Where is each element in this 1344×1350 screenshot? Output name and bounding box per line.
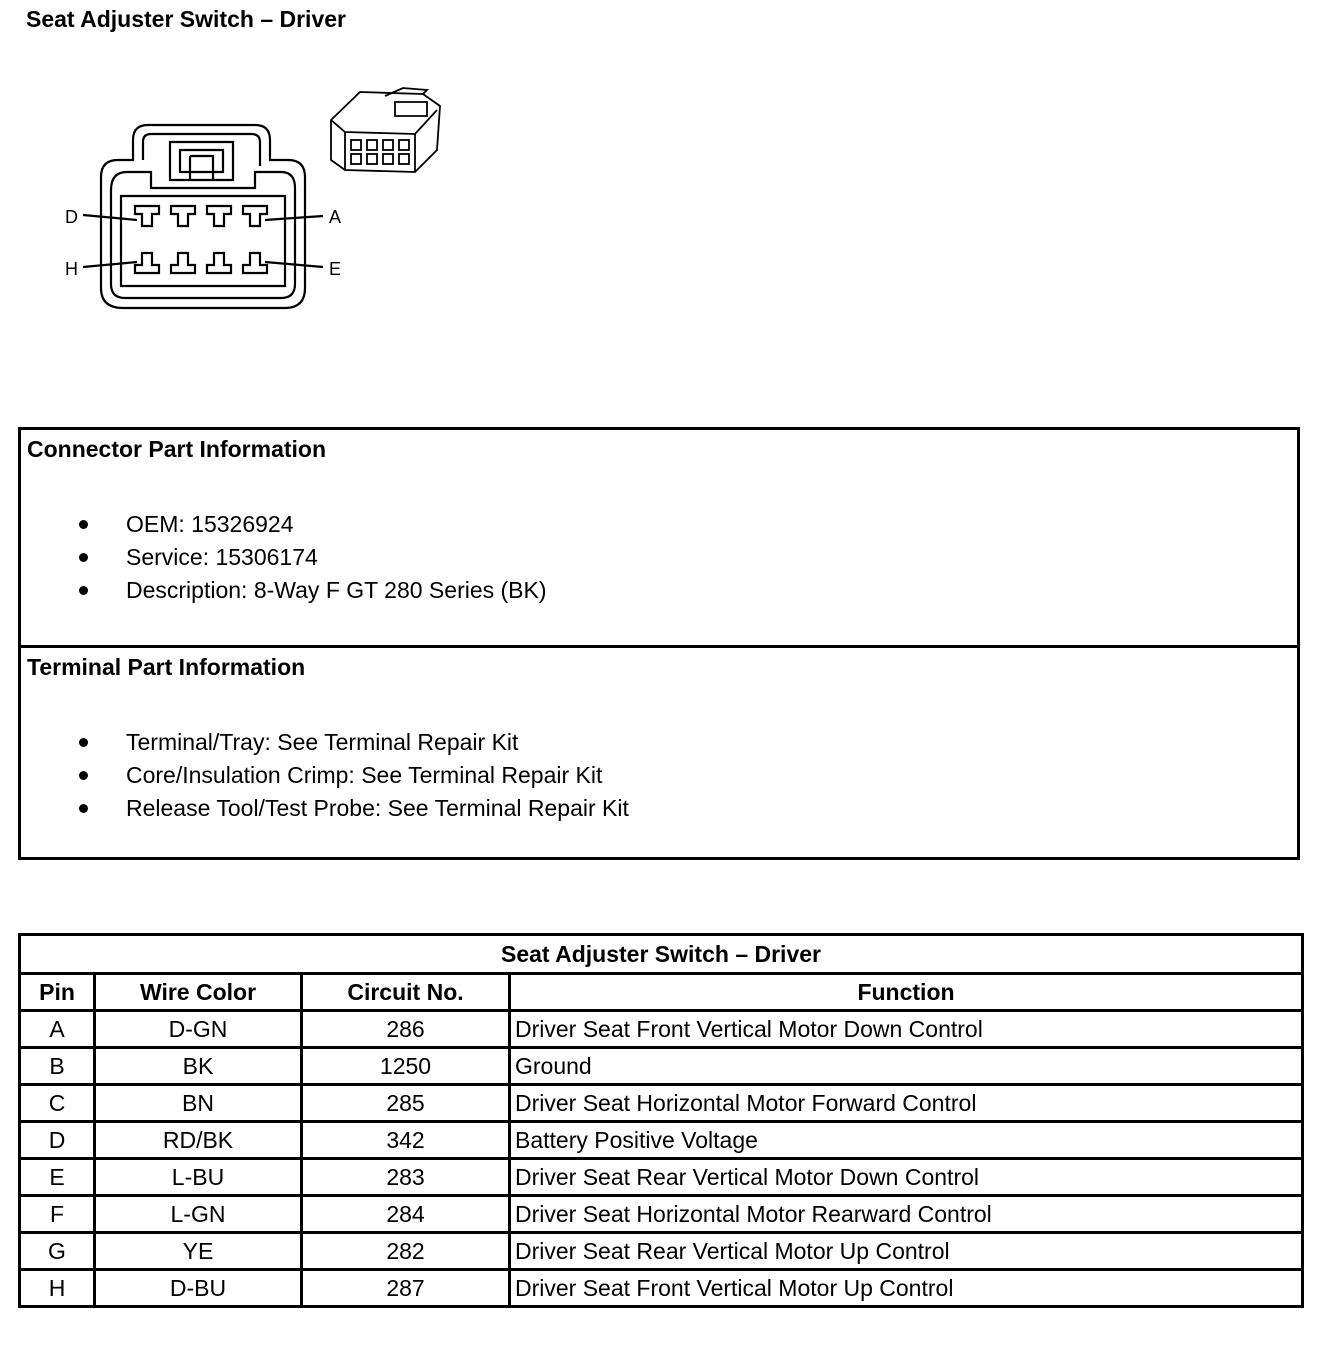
cell-function: Driver Seat Horizontal Motor Forward Control (510, 1085, 1303, 1122)
cell-circuit: 286 (302, 1011, 510, 1048)
part-info-box (18, 427, 1300, 860)
cell-circuit: 284 (302, 1196, 510, 1233)
list-item: Terminal/Tray: See Terminal Repair Kit (21, 726, 629, 759)
cell-pin: C (20, 1085, 95, 1122)
table-row (20, 1159, 1303, 1196)
cell-wire-color: D-GN (95, 1011, 302, 1048)
cell-wire-color: D-BU (95, 1270, 302, 1307)
table-row (20, 1233, 1303, 1270)
table-row (20, 1122, 1303, 1159)
terminal-row-bottom (135, 253, 267, 273)
pin-label-a: A (329, 207, 342, 227)
connector-diagram (55, 80, 455, 320)
connector-info-section (21, 430, 1297, 648)
cell-function: Driver Seat Horizontal Motor Rearward Control (510, 1196, 1303, 1233)
cell-function: Driver Seat Front Vertical Motor Down Control (510, 1011, 1303, 1048)
cell-wire-color: RD/BK (95, 1122, 302, 1159)
cell-circuit: 287 (302, 1270, 510, 1307)
table-row (20, 1085, 1303, 1122)
cell-pin: E (20, 1159, 95, 1196)
cell-pin: A (20, 1011, 95, 1048)
cell-circuit: 283 (302, 1159, 510, 1196)
cell-wire-color: YE (95, 1233, 302, 1270)
cell-function: Driver Seat Front Vertical Motor Up Control (510, 1270, 1303, 1307)
connector-body (101, 125, 305, 308)
pin-label-e: E (329, 259, 342, 279)
list-item: Service: 15306174 (21, 541, 547, 574)
bullet-icon (79, 586, 88, 595)
cell-pin: D (20, 1122, 95, 1159)
cell-function: Driver Seat Rear Vertical Motor Up Control (510, 1233, 1303, 1270)
cell-wire-color: BK (95, 1048, 302, 1085)
bullet-icon (79, 553, 88, 562)
table-header-row (20, 974, 1303, 1011)
cell-pin: F (20, 1196, 95, 1233)
cell-wire-color: L-BU (95, 1159, 302, 1196)
cell-circuit: 1250 (302, 1048, 510, 1085)
cell-pin: B (20, 1048, 95, 1085)
cell-function: Ground (510, 1048, 1303, 1085)
connector-info-list (21, 508, 547, 607)
cell-function: Battery Positive Voltage (510, 1122, 1303, 1159)
bullet-icon (79, 738, 88, 747)
header-circuit-no: Circuit No. (302, 974, 510, 1011)
bullet-icon (79, 804, 88, 813)
bullet-icon (79, 520, 88, 529)
bullet-icon (79, 771, 88, 780)
cell-circuit: 285 (302, 1085, 510, 1122)
table-title: Seat Adjuster Switch – Driver (20, 935, 1303, 974)
table-row (20, 1048, 1303, 1085)
cell-circuit: 342 (302, 1122, 510, 1159)
connector-info-heading: Connector Part Information (27, 436, 327, 462)
terminal-info-heading: Terminal Part Information (27, 654, 306, 680)
cell-pin: G (20, 1233, 95, 1270)
cell-wire-color: L-GN (95, 1196, 302, 1233)
table-row (20, 1270, 1303, 1307)
cell-wire-color: BN (95, 1085, 302, 1122)
header-wire-color: Wire Color (95, 974, 302, 1011)
list-item: OEM: 15326924 (21, 508, 547, 541)
cell-function: Driver Seat Rear Vertical Motor Down Control (510, 1159, 1303, 1196)
list-item: Description: 8-Way F GT 280 Series (BK) (21, 574, 547, 607)
page-title: Seat Adjuster Switch – Driver (26, 6, 346, 32)
table-row (20, 1011, 1303, 1048)
table-row (20, 1196, 1303, 1233)
header-pin: Pin (20, 974, 95, 1011)
pin-label-d: D (65, 207, 78, 227)
cell-pin: H (20, 1270, 95, 1307)
pin-table (18, 933, 1304, 1308)
connector-thumbnail (331, 88, 440, 172)
terminal-info-list (21, 726, 629, 825)
terminal-row-top (135, 206, 267, 226)
pin-label-h: H (65, 259, 78, 279)
list-item: Release Tool/Test Probe: See Terminal Repair Kit (21, 792, 629, 825)
table-title-row (20, 935, 1303, 974)
cell-circuit: 282 (302, 1233, 510, 1270)
terminal-info-section (21, 648, 1297, 857)
list-item: Core/Insulation Crimp: See Terminal Repair Kit (21, 759, 629, 792)
header-function: Function (510, 974, 1303, 1011)
